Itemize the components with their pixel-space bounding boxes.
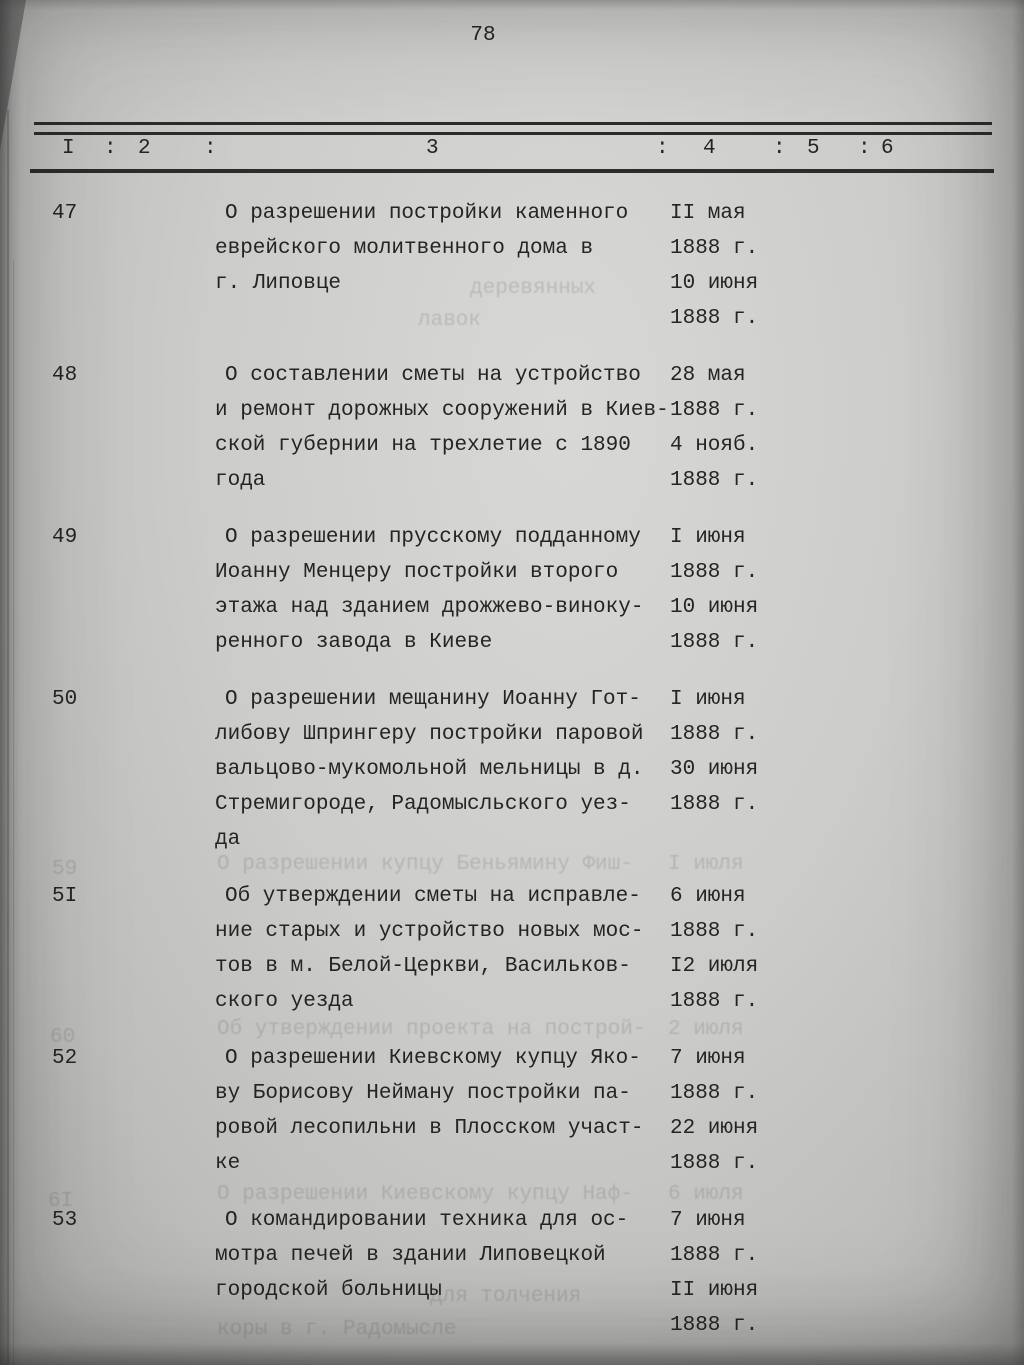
header-cell: 3 — [426, 137, 439, 160]
description-line: либову Шпрингеру постройки паровой — [215, 723, 644, 746]
date-line: 6 июня — [670, 885, 746, 908]
entry-dates — [670, 196, 1024, 336]
header-cell: 5 — [807, 137, 820, 160]
entry-description — [215, 520, 670, 660]
date-line: I2 июля — [670, 955, 759, 978]
date-line: 1888 г. — [670, 237, 759, 260]
date-line: 1888 г. — [670, 990, 759, 1013]
header-cell: : — [858, 137, 871, 160]
date-line: 10 июня — [670, 272, 759, 295]
description-line: О командировании техника для ос- — [225, 1209, 629, 1232]
description-line: О разрешении постройки каменного — [225, 202, 629, 225]
page-edge-bottom-shadow — [0, 1343, 1024, 1365]
bleedthrough-text: лавок — [418, 309, 482, 332]
entry-number: 50 — [52, 688, 78, 711]
register-entry — [0, 196, 1024, 336]
register-entry — [0, 1041, 1024, 1181]
bleedthrough-text: 6I — [48, 1190, 74, 1213]
description-line: О разрешении прусскому подданному — [225, 526, 641, 549]
bleedthrough-text: О разрешении купцу Беньямину Фиш- — [217, 853, 633, 876]
description-line: вальцово-мукомольной мельницы в д. — [215, 758, 644, 781]
register-entry — [0, 1203, 1024, 1343]
bleedthrough-text: 59 — [52, 858, 78, 881]
date-line: 1888 г. — [670, 1314, 759, 1337]
description-line: ке — [215, 1152, 241, 1175]
entry-dates — [670, 358, 1024, 498]
header-cell: : — [104, 137, 117, 160]
entry-dates — [670, 879, 1024, 1019]
description-line: мотра печей в здании Липовецкой — [215, 1244, 606, 1267]
register-entry — [0, 358, 1024, 498]
bleedthrough-text: I июля — [668, 853, 744, 876]
bleedthrough-text: для толчения — [430, 1285, 582, 1308]
bleedthrough-text: 2 июля — [668, 1018, 744, 1041]
register-entry — [0, 879, 1024, 1019]
page-edge-top-shadow — [0, 0, 1024, 10]
header-cell: 2 — [138, 137, 151, 160]
date-line: 1888 г. — [670, 631, 759, 654]
entry-description — [215, 1041, 670, 1181]
date-line: 1888 г. — [670, 793, 759, 816]
entry-description — [215, 682, 670, 857]
description-line: О разрешении Киевскому купцу Яко- — [225, 1047, 641, 1070]
register-entry — [0, 682, 1024, 857]
page-corner-shadow — [0, 0, 26, 150]
description-line: ренного завода в Киеве — [215, 631, 493, 654]
entry-number: 52 — [52, 1047, 78, 1070]
description-line: ву Борисову Нейману постройки па- — [215, 1082, 631, 1105]
page-number: 78 — [470, 24, 496, 47]
date-line: 10 июня — [670, 596, 759, 619]
entry-number: 5I — [52, 885, 78, 908]
description-line: городской больницы — [215, 1279, 442, 1302]
entry-number: 47 — [52, 202, 78, 225]
page-edge-line — [13, 260, 14, 1365]
bleedthrough-text: деревянных — [470, 277, 597, 300]
entry-number: 49 — [52, 526, 78, 549]
entry-dates — [670, 1041, 1024, 1181]
description-line: ровой лесопильни в Плосском участ- — [215, 1117, 644, 1140]
entries — [0, 196, 1024, 1365]
entry-dates — [670, 520, 1024, 660]
date-line: 7 июня — [670, 1209, 746, 1232]
description-line: г. Липовце — [215, 272, 342, 295]
page-edge-line — [7, 110, 9, 1365]
date-line: 22 июня — [670, 1117, 759, 1140]
date-line: 4 нояб. — [670, 434, 759, 457]
date-line: 1888 г. — [670, 561, 759, 584]
date-line: I июня — [670, 526, 746, 549]
description-line: да — [215, 828, 241, 851]
table-top-double-rule — [34, 122, 992, 135]
description-line: еврейского молитвенного дома в — [215, 237, 594, 260]
page-edge-left-shadow — [0, 0, 22, 1365]
date-line: 1888 г. — [670, 469, 759, 492]
entry-description — [215, 196, 670, 336]
date-line: 1888 г. — [670, 1082, 759, 1105]
bleedthrough-text: коры в г. Радомысле — [217, 1318, 457, 1341]
description-line: О составлении сметы на устройство — [225, 364, 641, 387]
date-line: 1888 г. — [670, 1244, 759, 1267]
description-line: Иоанну Менцеру постройки второго — [215, 561, 619, 584]
description-line: ние старых и устройство новых мос- — [215, 920, 644, 943]
description-line: и ремонт дорожных сооружений в Киев- — [215, 399, 669, 422]
header-cell: : — [656, 137, 669, 160]
description-line: Стремигороде, Радомысльского уез- — [215, 793, 631, 816]
description-line: ской губернии на трехлетие с 1890 — [215, 434, 631, 457]
header-cell: : — [773, 137, 786, 160]
description-line: ского уезда — [215, 990, 354, 1013]
page-edge-right-shadow — [1012, 0, 1024, 1365]
bleedthrough-text: 6 июля — [668, 1183, 744, 1206]
date-line: II мая — [670, 202, 746, 225]
date-line: I июня — [670, 688, 746, 711]
header-cell: : — [204, 137, 217, 160]
bleedthrough-text: Об утверждении проекта на построй- — [217, 1018, 646, 1041]
header-cell: 6 — [881, 137, 894, 160]
entry-number: 48 — [52, 364, 78, 387]
date-line: 30 июня — [670, 758, 759, 781]
date-line: 1888 г. — [670, 1152, 759, 1175]
date-line: 7 июня — [670, 1047, 746, 1070]
table-header-row — [0, 137, 1024, 165]
bleedthrough-text: О разрешении Киевскому купцу Наф- — [217, 1183, 633, 1206]
entry-description — [215, 879, 670, 1019]
entry-description — [215, 358, 670, 498]
description-line: тов в м. Белой-Церкви, Васильков- — [215, 955, 631, 978]
description-line: О разрешении мещанину Иоанну Гот- — [225, 688, 641, 711]
entry-dates — [670, 682, 1024, 857]
description-line: этажа над зданием дрожжево-виноку- — [215, 596, 644, 619]
description-line: года — [215, 469, 266, 492]
date-line: 1888 г. — [670, 920, 759, 943]
date-line: II июня — [670, 1279, 759, 1302]
date-line: 28 мая — [670, 364, 746, 387]
date-line: 1888 г. — [670, 399, 759, 422]
description-line: Об утверждении сметы на исправле- — [225, 885, 641, 908]
entry-description — [215, 1203, 670, 1343]
register-entry — [0, 520, 1024, 660]
header-cell: I — [62, 137, 75, 160]
entry-dates — [670, 1203, 1024, 1343]
table-header-bottom-rule — [30, 169, 994, 173]
entry-number: 53 — [52, 1209, 78, 1232]
header-cell: 4 — [703, 137, 716, 160]
bleedthrough-text: 60 — [50, 1026, 76, 1049]
date-line: 1888 г. — [670, 723, 759, 746]
date-line: 1888 г. — [670, 307, 759, 330]
